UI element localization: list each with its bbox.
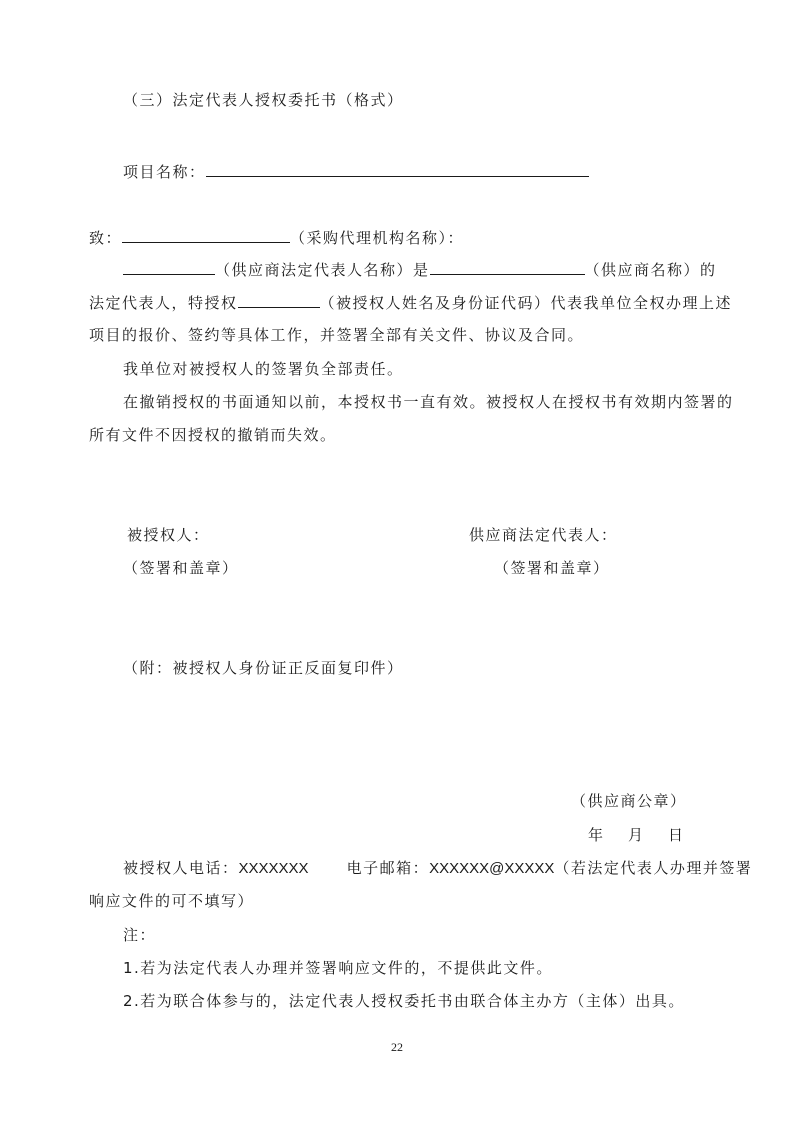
addressee-hint: （采购代理机构名称）： (290, 229, 465, 247)
addressee-label: 致： (89, 229, 123, 247)
phone-label: 被授权人电话： (123, 859, 239, 877)
agency-name-blank[interactable] (122, 227, 290, 243)
note-item-1: 1.若为法定代表人办理并签署响应文件的，不提供此文件。 (123, 959, 553, 977)
addressee-row (89, 227, 464, 248)
authorized-person-label: 被授权人： (127, 526, 210, 544)
contact-note-line-2: 响应文件的可不填写） (89, 892, 255, 910)
responsibility-paragraph: 我单位对被授权人的签署负全部责任。 (123, 360, 404, 378)
supplier-hint: （供应商名称）的 (584, 261, 717, 279)
auth-line-2-text-a: 法定代表人，特授权 (89, 294, 238, 312)
authorized-person-sign-note: （签署和盖章） (123, 559, 239, 577)
auth-line-2 (89, 292, 732, 313)
legal-rep-label: 供应商法定代表人： (469, 526, 618, 544)
date-day: 日 (668, 826, 685, 844)
auth-line-2-text-b: （被授权人姓名及身份证代码）代表我单位全权办理上述 (319, 294, 733, 312)
legal-rep-sign-note: （签署和盖章） (494, 559, 610, 577)
legal-rep-name-blank[interactable] (123, 259, 215, 275)
legal-rep-hint: （供应商法定代表人名称）是 (215, 261, 430, 279)
project-name-blank[interactable] (206, 161, 589, 177)
date-month: 月 (628, 826, 645, 844)
email-label: 电子邮箱： (346, 859, 430, 877)
validity-line-2: 所有文件不因授权的撤销而失效。 (89, 426, 337, 444)
notes-title: 注： (123, 926, 157, 944)
page-number: 22 (391, 1040, 403, 1054)
note-item-2: 2.若为联合体参与的，法定代表人授权委托书由联合体主办方（主体）出具。 (123, 992, 685, 1010)
email-value: XXXXXX@XXXXX (429, 860, 555, 877)
date-year: 年 (588, 826, 605, 844)
attachment-note: （附：被授权人身份证正反面复印件） (123, 659, 404, 677)
authorized-person-blank[interactable] (238, 292, 320, 308)
phone-value: XXXXXXX (238, 860, 309, 877)
contact-line (123, 858, 752, 879)
auth-line-1 (123, 259, 717, 280)
supplier-name-blank[interactable] (430, 259, 585, 275)
project-name-row (123, 161, 589, 182)
auth-line-3: 项目的报价、签约等具体工作，并签署全部有关文件、协议及合同。 (89, 326, 585, 344)
supplier-seal: （供应商公章） (571, 792, 687, 810)
project-name-label: 项目名称： (123, 163, 206, 181)
section-heading: （三）法定代表人授权委托书（格式） (123, 91, 404, 109)
contact-note: （若法定代表人办理并签署 (554, 859, 753, 877)
validity-line-1: 在撤销授权的书面通知以前，本授权书一直有效。被授权人在授权书有效期内签署的 (123, 393, 734, 411)
